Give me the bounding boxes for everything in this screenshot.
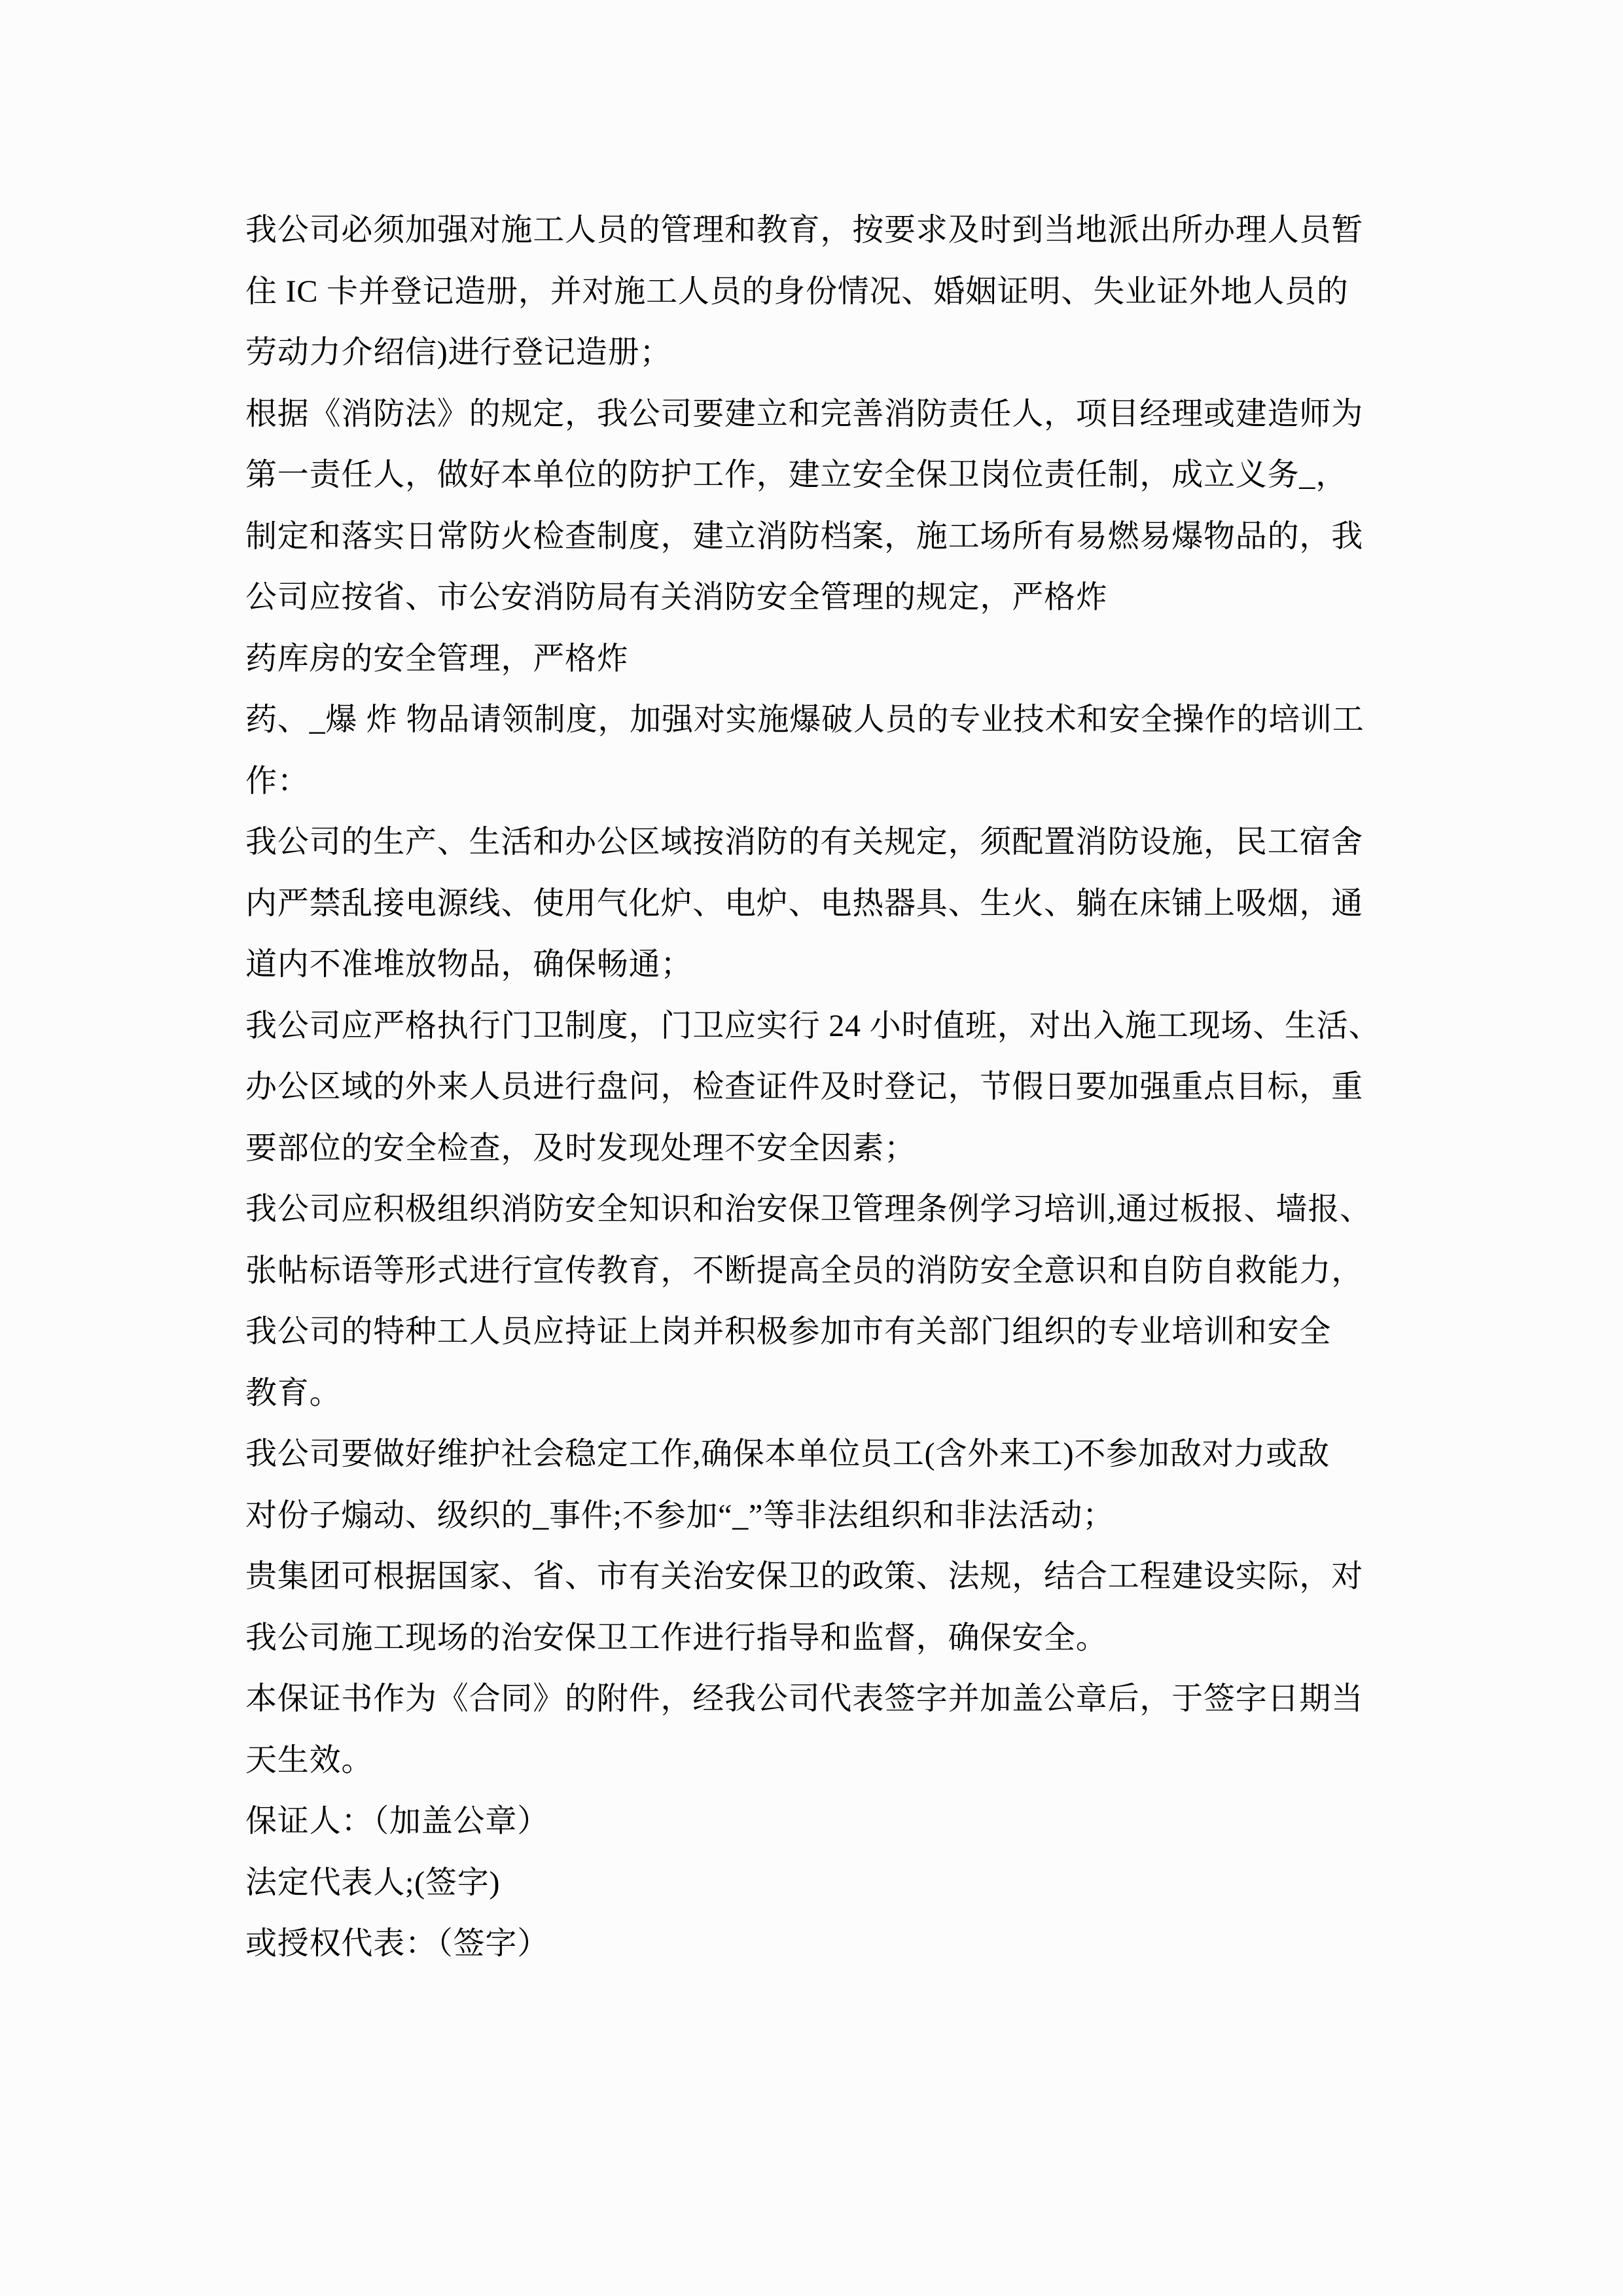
- text-line: 张帖标语等形式进行宣传教育，不断提高全员的消防安全意识和自防自救能力，: [245, 1253, 1364, 1288]
- text-line: 我公司必须加强对施工人员的管理和教育，按要求及时到当地派出所办理人员暂: [245, 213, 1364, 247]
- text-line: 办公区域的外来人员进行盘问，检查证件及时登记，节假日要加强重点目标，重: [245, 1069, 1364, 1104]
- text-line: 对份子煽动、级织的_事件;不参加“_”等非法组织和非法活动；: [245, 1498, 1115, 1533]
- text-line: 内严禁乱接电源线、使用气化炉、电炉、电热器具、生火、躺在床铺上吸烟，通: [245, 886, 1364, 921]
- text-line: 要部位的安全检查，及时发现处理不安全因素；: [245, 1130, 916, 1166]
- text-line: 我公司应积极组织消防安全知识和治安保卫管理条例学习培训,通过板报、墙报、: [245, 1192, 1372, 1227]
- text-line: 天生效。: [245, 1742, 374, 1778]
- text-line: 本保证书作为《合同》的附件，经我公司代表签字并加盖公章后，于签字日期当: [245, 1681, 1364, 1716]
- text-line: 法定代表人;(签字): [245, 1865, 501, 1900]
- text-line: 我公司应严格执行门卫制度，门卫应实行 24 小时值班，对出入施工现场、生活、: [245, 1008, 1381, 1043]
- text-line: 教育。: [245, 1375, 342, 1410]
- text-line: 公司应按省、市公安消防局有关消防安全管理的规定，严格炸: [245, 580, 1108, 615]
- text-line: 或授权代表：（签字）: [245, 1926, 550, 1961]
- text-line: 作：: [245, 763, 310, 798]
- text-line: 制定和落实日常防火检查制度，建立消防档案，施工场所有易燃易爆物品的，我: [245, 518, 1364, 554]
- text-line: 药、_爆 炸 物品请领制度，加强对实施爆破人员的专业技术和安全操作的培训工: [245, 702, 1364, 737]
- text-line: 我公司要做好维护社会稳定工作,确保本单位员工(含外来工)不参加敌对力或敌: [245, 1437, 1330, 1471]
- text-line: 第一责任人，做好本单位的防护工作，建立安全保卫岗位责任制，成立义务_，: [245, 457, 1348, 492]
- text-line: 我公司的特种工人员应持证上岗并积极参加市有关部门组织的专业培训和安全: [245, 1314, 1332, 1349]
- document-text-block: [245, 200, 1397, 1975]
- text-line: 保证人：（加盖公章）: [245, 1804, 550, 1839]
- text-line: 劳动力介绍信)进行登记造册；: [245, 335, 672, 370]
- text-line: 住 IC 卡并登记造册，并对施工人员的身份情况、婚姻证明、失业证外地人员的: [245, 274, 1349, 309]
- text-line: 我公司的生产、生活和办公区域按消防的有关规定，须配置消防设施，民工宿舍: [245, 825, 1364, 859]
- text-line: 我公司施工现场的治安保卫工作进行指导和监督，确保安全。: [245, 1620, 1108, 1655]
- text-line: 药库房的安全管理，严格炸: [245, 641, 629, 676]
- text-line: 根据《消防法》的规定，我公司要建立和完善消防责任人，项目经理或建造师为: [245, 396, 1364, 431]
- text-line: 道内不准堆放物品，确保畅通；: [245, 947, 693, 982]
- text-line: 贵集团可根据国家、省、市有关治安保卫的政策、法规，结合工程建设实际，对: [245, 1559, 1364, 1594]
